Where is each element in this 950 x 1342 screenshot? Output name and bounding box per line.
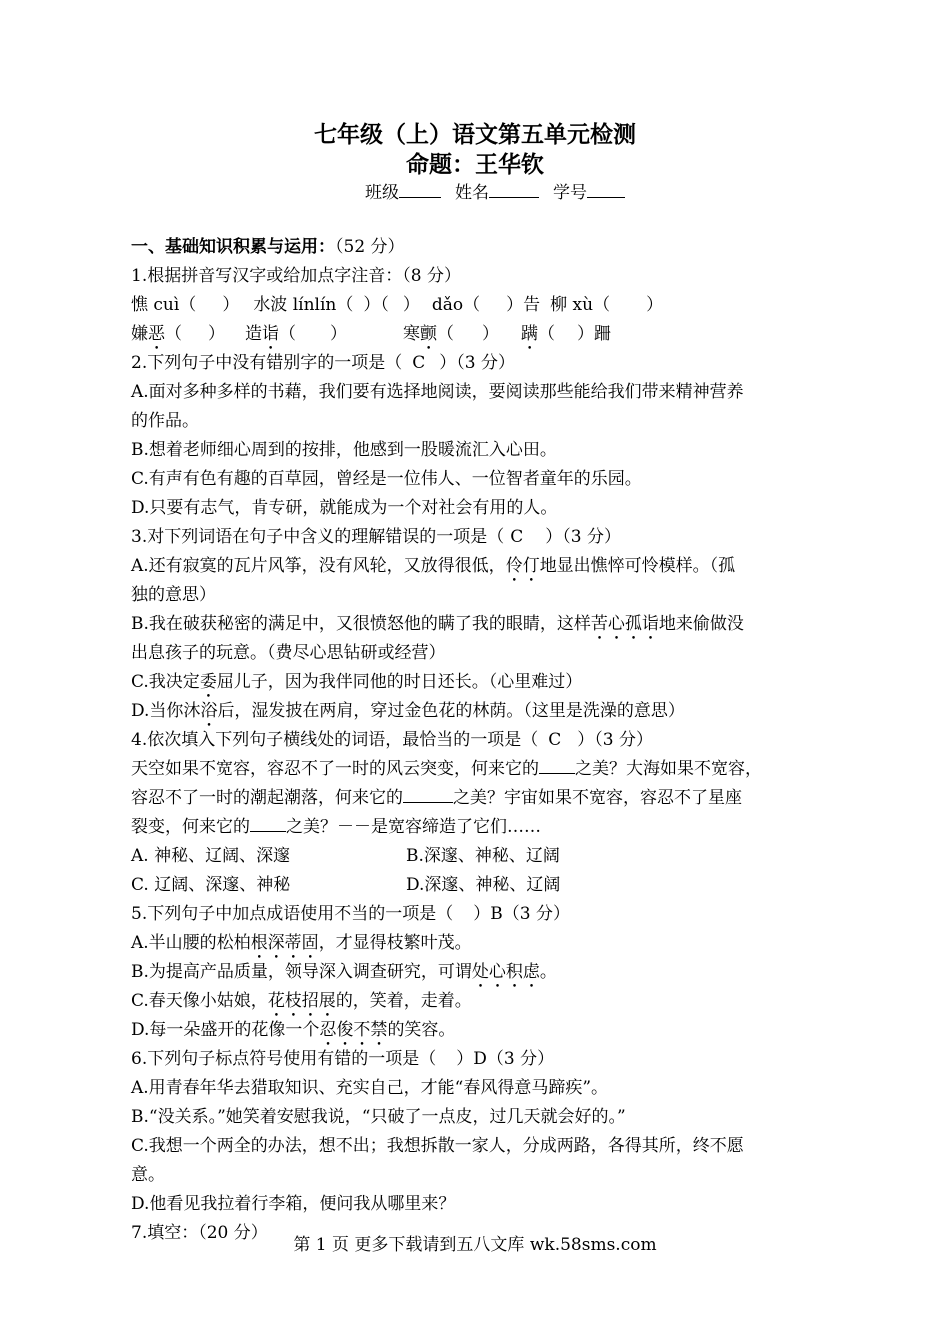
option-a: A. 神秘、辽阔、深邃 [131,846,291,866]
answer: C [412,353,426,373]
option-c: C.我想一个两全的办法，想不出；我想拆散一家人，分成两路，各得其所，终不愿 [131,1136,744,1156]
option-d: D.每一朵盛开的花像一个忍俊不禁的笑容。 [131,1020,456,1040]
option-c-continued: 意。 [131,1165,165,1185]
name-label: 姓名 [455,183,489,203]
option-d: D.他看见我拉着行李箱，便问我从哪里来？ [131,1194,456,1214]
option-c: C.有声有色有趣的百草园，曾经是一位伟人、一位智者童年的乐园。 [131,469,642,489]
passage-line: 天空如果不宽容，容忍不了一时的风云突变，何来它的 之美？大海如果不宽容， [131,759,762,779]
option-b-continued: 出息孩子的玩意。（费尽心思钻研或经营） [131,643,446,663]
option-a-continued: 独的意思） [131,585,216,605]
question-6-stem: 6.下列句子标点符号使用有错的一项是（ ）D（3 分） [131,1049,555,1069]
option-b: B.我在破获秘密的满足中，又很愤怒他的瞒了我的眼睛，这样苦心孤诣地来偷做没 [131,614,744,634]
name-blank[interactable] [489,182,539,198]
question-2-stem: 2.下列句子中没有错别字的一项是（ C ）（3 分） [131,353,515,373]
options-row [131,842,831,871]
page-title: 七年级（上）语文第五单元检测 [314,122,636,148]
options-row [131,871,831,900]
answer: ）B（3 分） [473,904,570,924]
exam-body [131,233,831,1248]
author-line: 命题：王华钦 [406,152,544,178]
passage-line: 容忍不了一时的潮起潮落，何来它的 之美？宇宙如果不宽容，容忍不了星座 [131,788,742,808]
class-blank[interactable] [399,182,441,198]
page-footer: 第 1 页 更多下载请到五八文库 wk.58sms.com [293,1235,657,1255]
question-1-line-2: 嫌恶（ ） 造诣（ ） 寒颤（ ） 蹒（ ）跚 [131,324,611,344]
answer: C [510,527,524,547]
question-5-stem: 5.下列句子中加点成语使用不当的一项是（ ）B（3 分） [131,904,570,924]
option-a: A.面对多种多样的书藉，我们要有选择地阅读，要阅读那些能给我们带来精神营养 [131,382,744,402]
option-a: A.半山腰的松柏根深蒂固，才显得枝繁叶茂。 [131,933,472,953]
id-label: 学号 [553,183,587,203]
option-d: D.只要有志气，肯专研，就能成为一个对社会有用的人。 [131,498,558,518]
option-c: C.春天像小姑娘，花枝招展的，笑着，走着。 [131,991,472,1011]
question-1-stem: 1.根据拼音写汉字或给加点字注音：（8 分） [131,266,461,286]
fill-blank[interactable] [250,816,286,832]
class-label: 班级 [365,183,399,203]
question-4-stem: 4.依次填入下列句子横线处的词语，最恰当的一项是（ C ）（3 分） [131,730,653,750]
question-3-stem: 3.对下列词语在句子中含义的理解错误的一项是（ C ）（3 分） [131,527,621,547]
option-a: A.用青春年华去猎取知识、充实自己，才能“春风得意马蹄疾”。 [131,1078,609,1098]
id-blank[interactable] [587,182,625,198]
option-d: D.当你沐浴后，湿发披在两肩，穿过金色花的林荫。（这里是洗澡的意思） [131,701,685,721]
passage-line: 裂变，何来它的 之美？－－是宽容缔造了它们…… [131,817,541,837]
answer: ）D（3 分） [456,1049,555,1069]
option-a: A.还有寂寞的瓦片风筝，没有风轮，又放得很低，伶仃地显出憔悴可怜模样。（孤 [131,556,736,576]
option-b: B.深邃、神秘、辽阔 [406,846,560,866]
question-7-stem: 7.填空：（20 分） [131,1223,268,1243]
fill-blank[interactable] [539,758,575,774]
section-heading: 一、基础知识积累与运用：（52 分） [131,237,405,257]
option-c: C.我决定委屈儿子，因为我伴同他的时日还长。（心里难过） [131,672,583,692]
option-b: B.想着老师细心周到的按排，他感到一股暖流汇入心田。 [131,440,557,460]
option-c: C. 辽阔、深邃、神秘 [131,875,291,895]
option-a-continued: 的作品。 [131,411,199,431]
fill-blank[interactable] [403,787,453,803]
question-1-line-1: 憔 cuì（ ） 水波 línlín（ ）（ ） dǎo（ ）告 柳 xù（ ） [131,295,664,315]
option-b: B.为提高产品质量，领导深入调查研究，可谓处心积虑。 [131,962,557,982]
student-info-line [0,178,950,203]
option-d: D.深邃、神秘、辽阔 [406,875,561,895]
option-b: B.“没关系。”她笑着安慰我说，“只破了一点皮，过几天就会好的。” [131,1107,626,1127]
answer: C [548,730,562,750]
